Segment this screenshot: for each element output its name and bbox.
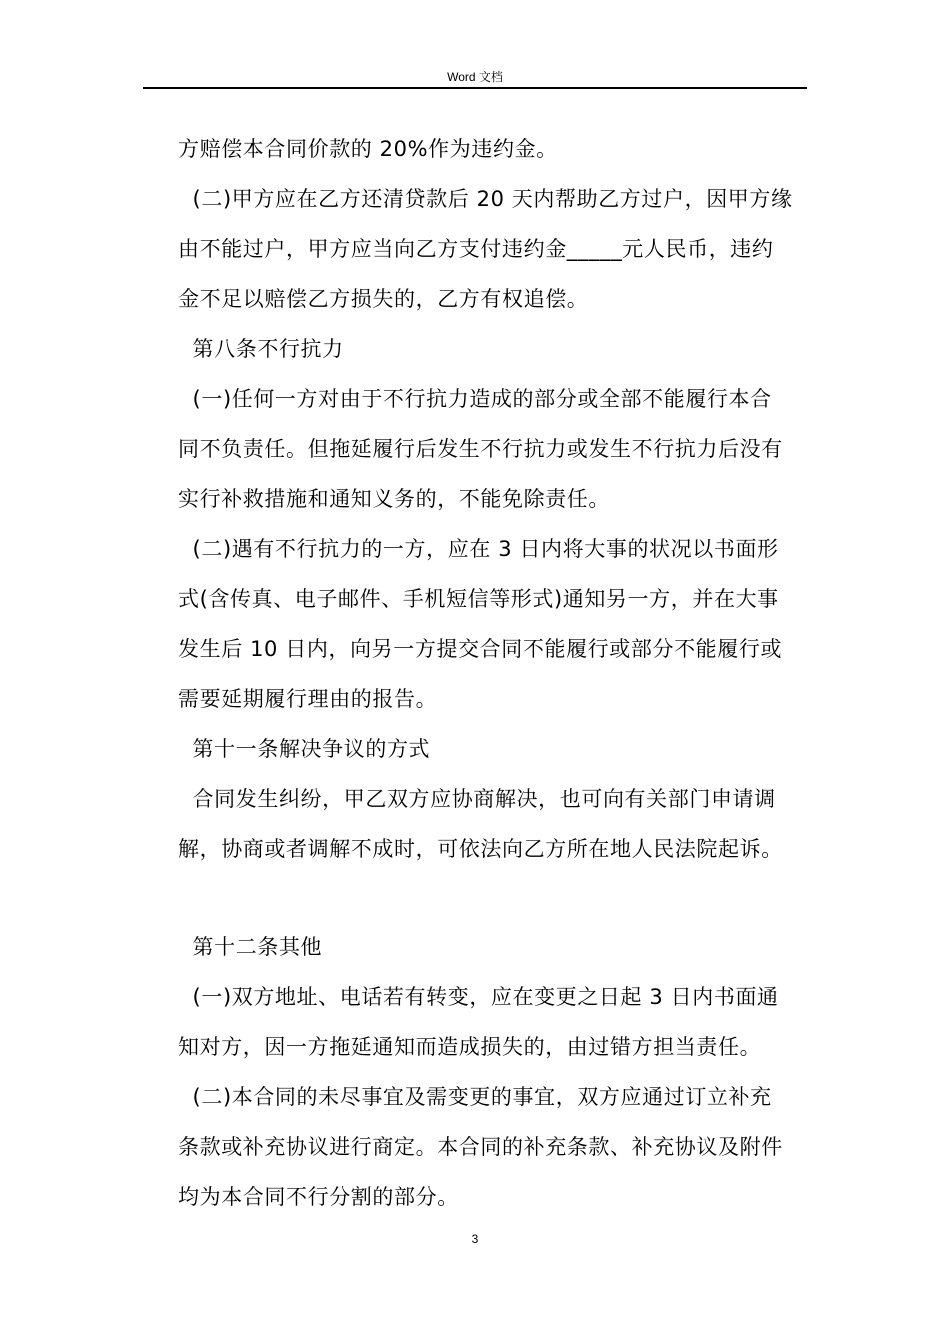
text-line: 发生后 10 日内，向另一方提交合同不能履行或部分不能履行或 xyxy=(178,637,783,661)
text-line: 同不负责任。但拖延履行后发生不行抗力或发生不行抗力后没有 xyxy=(178,437,783,461)
text-line: 金不足以赔偿乙方损失的，乙方有权追偿。 xyxy=(178,287,589,311)
page-number: 3 xyxy=(471,1232,479,1246)
section-heading: 第八条不行抗力 xyxy=(178,337,344,361)
text-line: (二)遇有不行抗力的一方，应在 3 日内将大事的状况以书面形 xyxy=(178,537,779,561)
text-line: (二)甲方应在乙方还清贷款后 20 天内帮助乙方过户，因甲方缘 xyxy=(178,187,793,211)
text-line: (一)任何一方对由于不行抗力造成的部分或全部不能履行本合 xyxy=(178,387,772,411)
text-line: 均为本合同不行分割的部分。 xyxy=(178,1185,459,1209)
text-line: 由不能过户，甲方应当向乙方支付违约金_____元人民币，违约 xyxy=(178,237,774,261)
text-line: 式(含传真、电子邮件、手机短信等形式)通知另一方，并在大事 xyxy=(178,587,779,611)
text-line: 方赔偿本合同价款的 20%作为违约金。 xyxy=(178,137,558,161)
text-line: 合同发生纠纷，甲乙双方应协商解决，也可向有关部门申请调 xyxy=(178,787,776,811)
header-divider xyxy=(143,87,807,89)
text-line: (一)双方地址、电话若有转变，应在变更之日起 3 日内书面通 xyxy=(178,985,779,1009)
text-line: 知对方，因一方拖延通知而造成损失的，由过错方担当责任。 xyxy=(178,1035,762,1059)
text-line: 条款或补充协议进行商定。本合同的补充条款、补充协议及附件 xyxy=(178,1135,783,1159)
text-line: 实行补救措施和通知义务的，不能免除责任。 xyxy=(178,487,610,511)
text-line: (二)本合同的未尽事宜及需变更的事宜，双方应通过订立补充 xyxy=(178,1085,772,1109)
text-line: 需要延期履行理由的报告。 xyxy=(178,687,438,711)
section-heading: 第十二条其他 xyxy=(178,935,323,959)
text-line: 解，协商或者调解不成时，可依法向乙方所在地人民法院起诉。 xyxy=(178,837,783,861)
section-heading: 第十一条解决争议的方式 xyxy=(178,737,431,761)
header-title: Word 文档 xyxy=(447,70,503,84)
